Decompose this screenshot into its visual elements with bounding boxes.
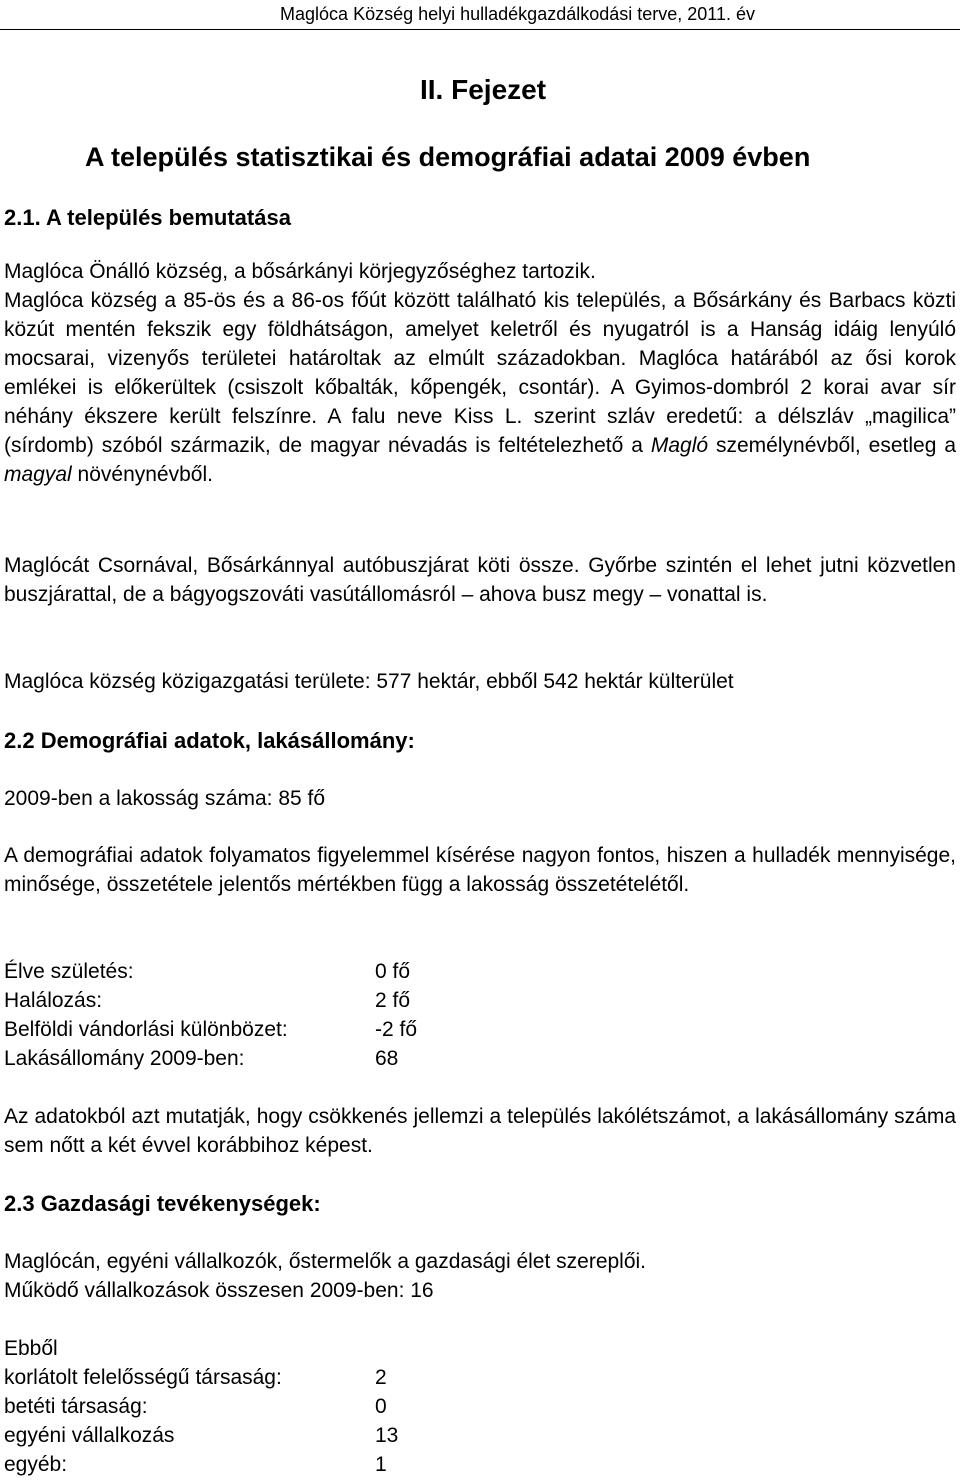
ebbol-label: Ebből: [4, 1337, 58, 1360]
history-text-a: Maglóca község a 85-ös és a 86-os főút között található kis település, a Bősárkány és Barbacs közti közút mentén fekszik egy földhátságon, amelyet keletről és nyugatról is a Hanság idáig lenyúló mocsarai, vizenyős területei határoltak az elmúlt századokban. Maglóca határából az ősi korok emlékei is előkerültek (csiszolt kőbalták, kőpengék, csontár). A Gyimos-dombról 2 korai avar sír néhány ékszere került felszínre. A falu neve Kiss L. szerint szláv eredetű: a délszláv „magilica” (sírdomb) szóból származik, de magyar névadás is feltételezhető a: [4, 289, 956, 457]
demography-stats: [4, 957, 956, 1073]
conclusion-paragraph: [4, 1102, 956, 1160]
running-header: Maglóca Község helyi hulladékgazdálkodási terve, 2011. év: [280, 4, 755, 24]
history-italic-maglo: Magló: [650, 434, 709, 457]
transport-paragraph: [4, 551, 956, 609]
area-paragraph: [4, 667, 956, 696]
company-value: 13: [375, 1424, 399, 1447]
stat-row: [4, 957, 956, 986]
stat-row: [4, 1044, 956, 1073]
history-paragraph: [4, 286, 956, 489]
stat-value: 2 fő: [375, 989, 411, 1012]
company-stats: [4, 1363, 956, 1479]
stat-label: Belföldi vándorlási különbözet:: [4, 1018, 288, 1041]
stat-value: -2 fő: [375, 1018, 418, 1041]
company-row: [4, 1392, 956, 1421]
company-value: 2: [375, 1366, 387, 1389]
company-value: 1: [375, 1453, 387, 1476]
section-2-1-title: 2.1. A település bemutatása: [4, 205, 291, 230]
intro-paragraph: Maglóca Önálló község, a bősárkányi körjegyzőséghez tartozik.: [4, 260, 596, 283]
company-label: egyéb:: [4, 1453, 68, 1476]
company-row: [4, 1363, 956, 1392]
section-2-1-intro: [4, 257, 956, 286]
conclusion-text: Az adatokból azt mutatják, hogy csökkenés jellemzi a település lakólétszámot, a lakásállomány száma sem nőtt a két évvel korábbihoz képest.: [4, 1105, 956, 1157]
economy-line-2: Működő vállalkozások összesen 2009-ben: 16: [4, 1279, 434, 1302]
population-line: 2009-ben a lakosság száma: 85 fő: [4, 787, 326, 810]
section-2-3-title: 2.3 Gazdasági tevékenységek:: [4, 1191, 321, 1216]
history-text-b: személynévből, esetleg a: [708, 434, 956, 457]
company-label: korlátolt felelősségű társaság:: [4, 1366, 282, 1389]
company-value: 0: [375, 1395, 387, 1418]
transport-text: Maglócát Csornával, Bősárkánnyal autóbuszjárat köti össze. Győrbe szintén el lehet jutni közvetlen buszjárattal, de a bágyogszováti vasútállomásról – ahova busz megy – vonattal is.: [4, 554, 956, 606]
header-rule: [0, 29, 960, 30]
stat-label: Halálozás:: [4, 989, 103, 1012]
stat-row: [4, 1015, 956, 1044]
company-label: egyéni vállalkozás: [4, 1424, 175, 1447]
history-italic-magyal: magyal: [4, 463, 72, 486]
area-text: Maglóca község közigazgatási területe: 577 hektár, ebből 542 hektár külterület: [4, 670, 734, 693]
stat-label: Élve születés:: [4, 960, 134, 983]
history-text-c: növénynévből.: [71, 463, 213, 486]
stat-value: 68: [375, 1047, 399, 1070]
demography-paragraph: [4, 841, 956, 899]
company-row: [4, 1450, 956, 1479]
economy-line-1: Maglócán, egyéni vállalkozók, őstermelők a gazdasági élet szereplői.: [4, 1250, 647, 1273]
company-label: betéti társaság:: [4, 1395, 148, 1418]
section-2-2-title: 2.2 Demográfiai adatok, lakásállomány:: [4, 728, 415, 753]
stat-label: Lakásállomány 2009-ben:: [4, 1047, 245, 1070]
chapter-subtitle: A település statisztikai és demográfiai adatai 2009 évben: [85, 142, 811, 172]
stat-value: 0 fő: [375, 960, 411, 983]
company-row: [4, 1421, 956, 1450]
chapter-title: II. Fejezet: [420, 74, 547, 105]
stat-row: [4, 986, 956, 1015]
demography-text: A demográfiai adatok folyamatos figyelemmel kísérése nagyon fontos, hiszen a hulladék mennyisége, minősége, összetétele jelentős mértékben függ a lakosság összetételétől.: [4, 844, 956, 896]
economy-lines: [4, 1247, 956, 1305]
